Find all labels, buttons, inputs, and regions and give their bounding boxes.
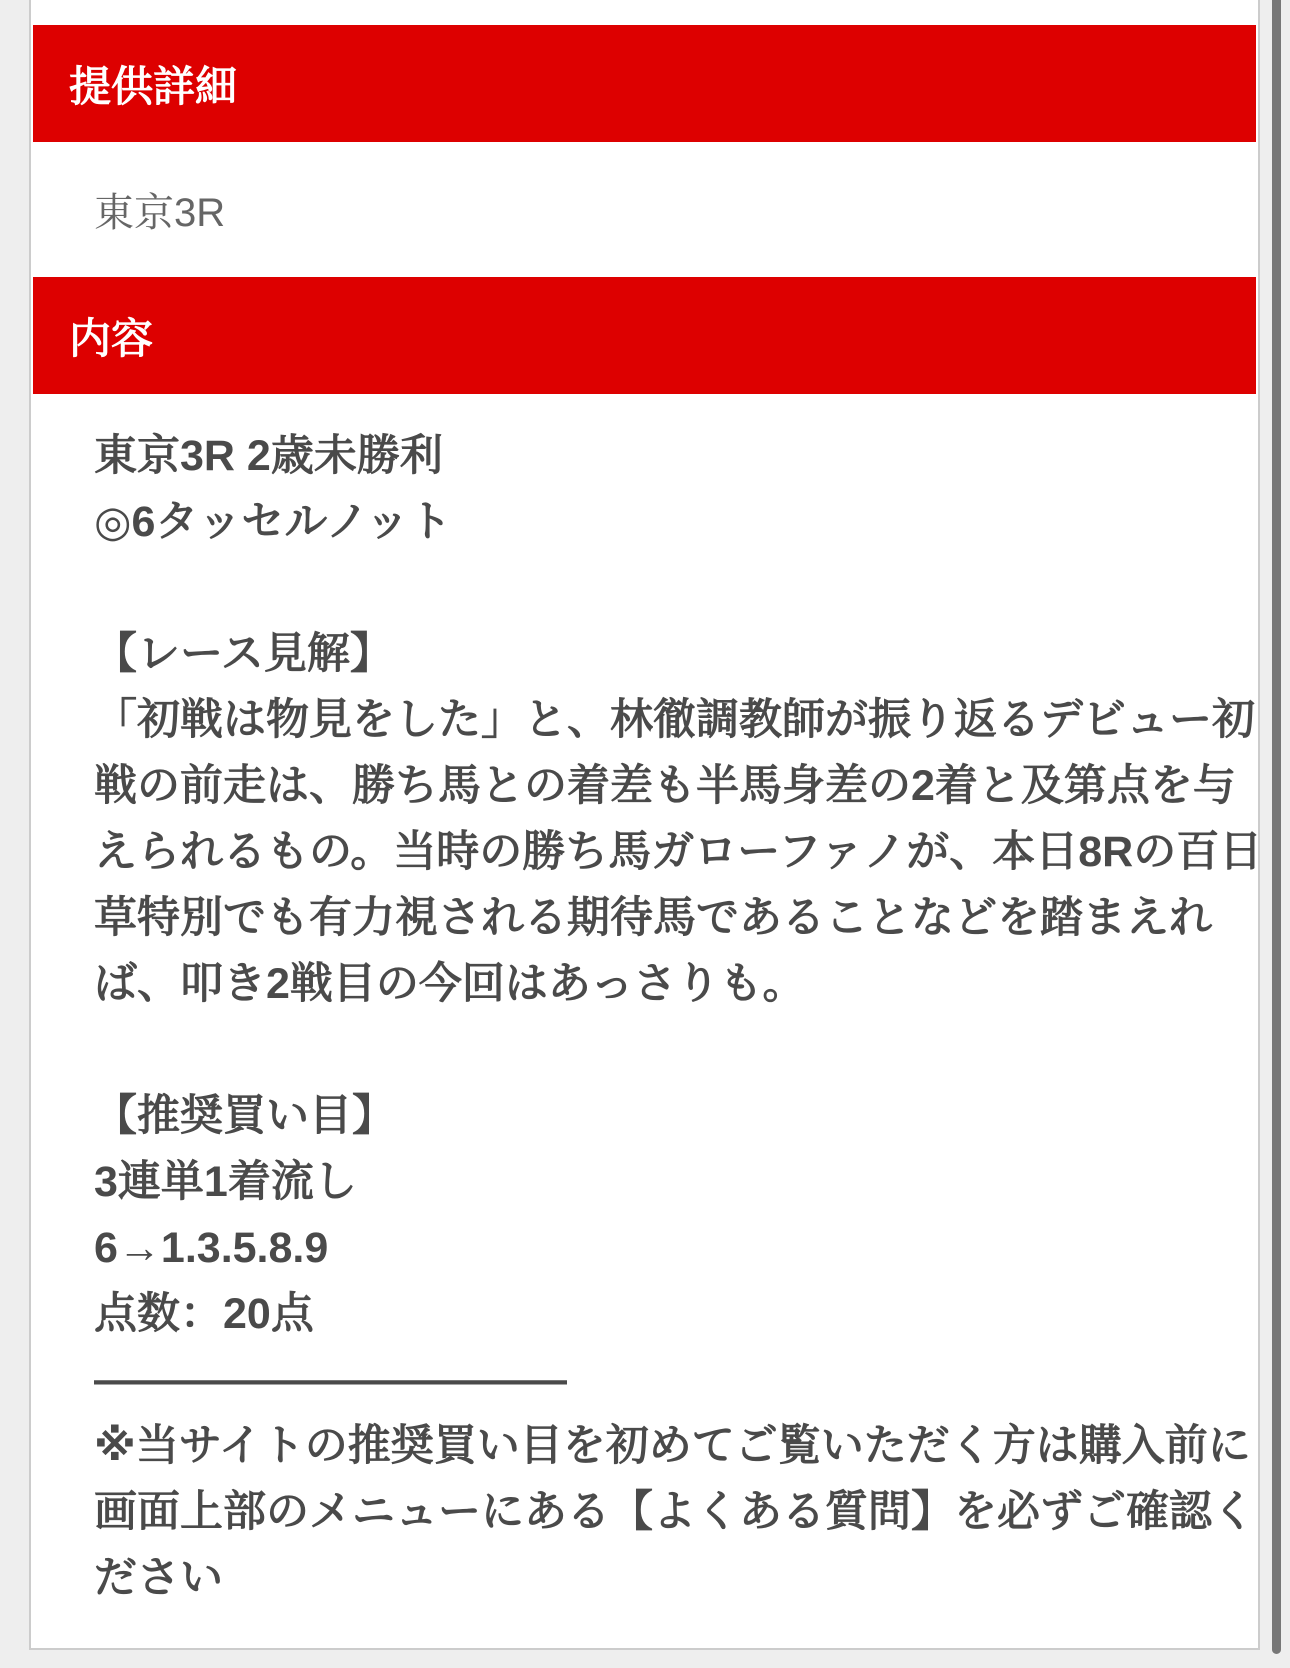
content-text-line: 6→1.3.5.8.9 [94, 1224, 329, 1272]
content-column [29, 0, 1263, 1650]
content-heading-label: 内容 [69, 314, 154, 362]
content-body [31, 394, 1263, 1651]
content-text-line: 3連単1着流し [94, 1158, 357, 1206]
content-text-line: 東京3R 2歳未勝利 [94, 432, 443, 480]
content-text-line: 画面上部のメニューにある【よくある質問】を必ずご確認く [94, 1488, 1255, 1536]
race-name-text: 東京3R [94, 191, 226, 235]
content-heading [33, 277, 1256, 394]
content-text-line: 「初戦は物見をした」と、林徹調教師が振り返るデビュー初 [94, 696, 1255, 744]
content-text-line: 【レース見解】 [94, 630, 393, 678]
top-spacer [31, 0, 1258, 25]
content-text-line: ※当サイトの推奨買い目を初めてご覧いただく方は購入前に [94, 1422, 1251, 1470]
content-text-line: ――――――――――― [94, 1356, 567, 1404]
content-text-line: 【推奨買い目】 [94, 1092, 395, 1140]
provision-details-heading [33, 25, 1256, 142]
content-text-line: 戦の前走は、勝ち馬との着差も半馬身差の2着と及第点を与 [94, 762, 1236, 810]
content-text-line [94, 555, 1238, 621]
provision-details-heading-label: 提供詳細 [69, 62, 238, 110]
content-text-line: えられるもの。当時の勝ち馬ガローファノが、本日8Rの百日 [94, 828, 1263, 876]
race-name-row [31, 142, 1258, 277]
content-text-line [94, 1017, 1238, 1083]
content-text-line: 点数：20点 [94, 1290, 314, 1338]
content-text-line: ば、叩き2戦目の今回はあっさりも。 [94, 960, 806, 1008]
content-text-line: 草特別でも有力視される期待馬であることなどを踏まえれ [94, 894, 1212, 942]
scrollbar-thumb[interactable] [1272, 0, 1281, 1654]
content-text-line: ださい [94, 1554, 223, 1602]
content-text-line: ◎6タッセルノット [94, 498, 452, 546]
